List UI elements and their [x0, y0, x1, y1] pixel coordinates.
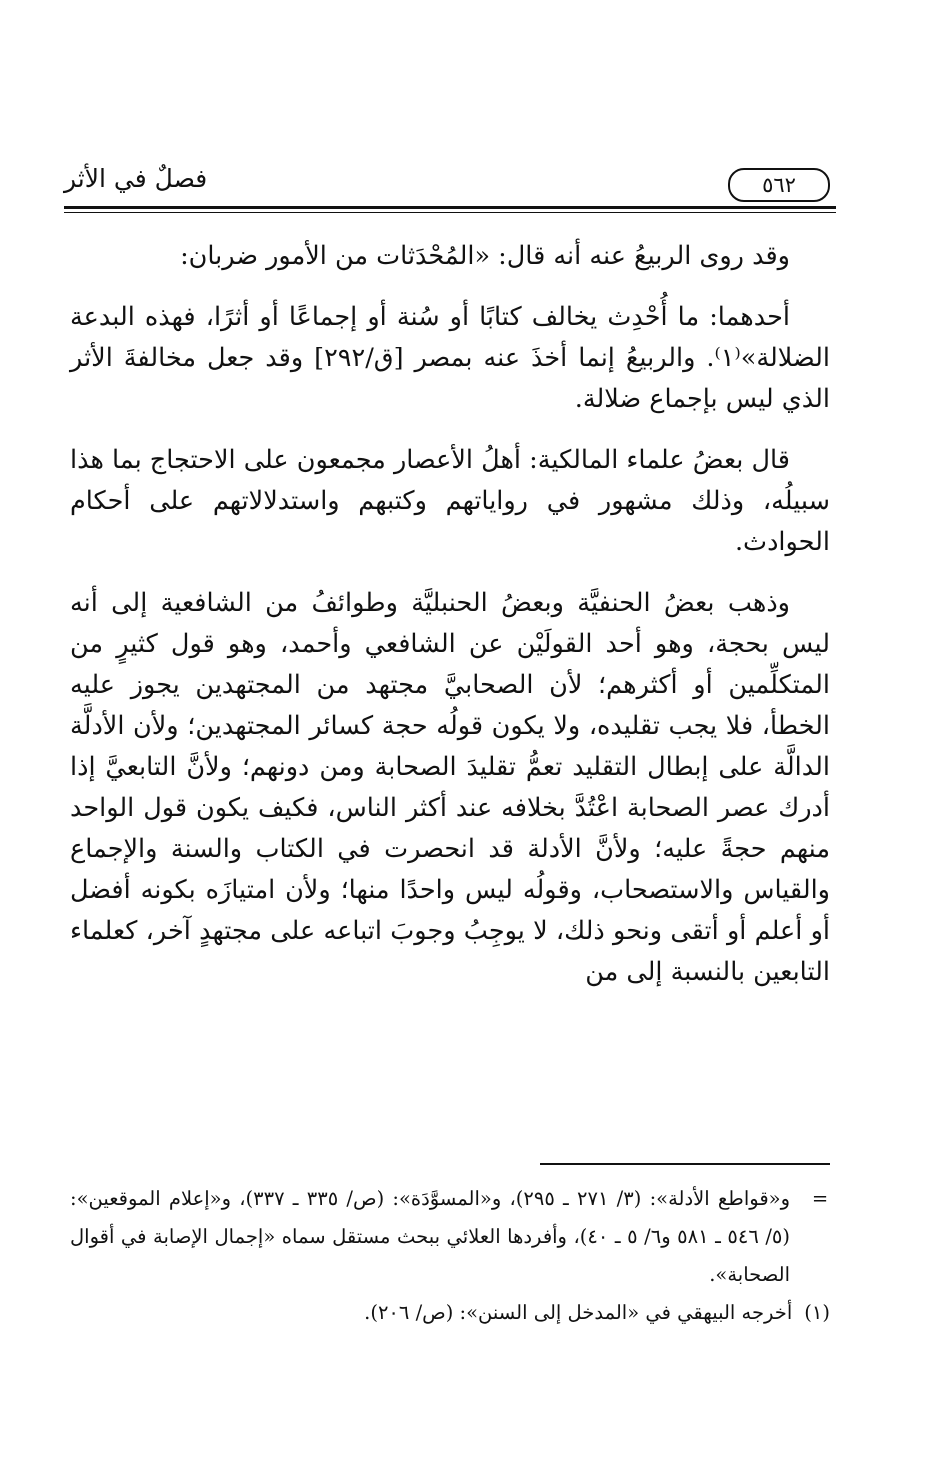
continuation-mark: = [811, 1187, 829, 1210]
footnotes [70, 1180, 830, 1332]
paragraph: قال بعضُ علماء المالكية: أهلُ الأعصار مجمعون على الاحتجاج بما هذا سبيلُه، وذلك مشهور في رواياتهم وكتبهم واستدلالاتهم على أحكام الحوادث. [70, 445, 830, 557]
page-number: ٥٦٢ [728, 168, 830, 202]
page-header [64, 162, 836, 210]
footnote-continuation [70, 1180, 830, 1294]
paragraph: أحدهما: ما أُحْدِث يخالف كتابًا أو سُنة أو إجماعًا أو أثرًا، فهذه البدعة الضلالة»⁽١⁾. والربيعُ إنما أخذَ عنه بمصر [ق/٢٩٢] وقد جعل مخالفةَ الأثر الذي ليس بإجماع ضلالة. [70, 302, 830, 414]
footnote-separator [540, 1163, 830, 1165]
footnote-text: أخرجه البيهقي في «المدخل إلى السنن»: (ص/ ٢٠٦). [364, 1301, 793, 1324]
footnote-continuation-text: و«قواطع الأدلة»: (٣/ ٢٧١ ـ ٢٩٥)، و«المسوَّدَة»: (ص/ ٣٣٥ ـ ٣٣٧)، و«إعلام الموقعين»: (٥/ ٥٤٦ ـ ٥٨١ و٦/ ٥ ـ ٤٠)، وأفردها العلائي ببحث مستقل سماه «إجمال الإصابة في أقوال الصحابة». [70, 1187, 790, 1286]
header-rule-thin [64, 212, 836, 213]
footnote-1 [70, 1294, 830, 1332]
paragraph: وقد روى الربيعُ عنه أنه قال: «المُحْدَثات من الأمور ضربان: [180, 241, 790, 271]
header-rule-thick [64, 206, 836, 209]
footnote-number: (١) [804, 1301, 830, 1324]
paragraph: وذهب بعضُ الحنفيَّة وبعضُ الحنبليَّة وطوائفُ من الشافعية إلى أنه ليس بحجة، وهو أحد القولَيْن عن الشافعي وأحمد، وهو قول كثيرٍ من المتكلِّمين أو أكثرهم؛ لأن الصحابيَّ مجتهد من المجتهدين يجوز عليه الخطأ، فلا يجب تقليده، ولا يكون قولُه حجة كسائر المجتهدين؛ ولأن الأدلَّة الدالَّة على إبطال التقليد تعمُّ تقليدَ الصحابة ومن دونهم؛ ولأنَّ التابعيَّ إذا أدرك عصر الصحابة اعْتُدَّ بخلافه عند أكثر الناس، فكيف يكون قول الواحد منهم حجةً عليه؛ ولأنَّ الأدلة قد انحصرت في الكتاب والسنة والإجماع والقياس والاستصحاب، وقولُه ليس واحدًا منها؛ ولأن امتيازَه بكونه أفضل أو أعلم أو أتقى ونحو ذلك، لا يوجِبُ وجوبَ اتباعه على مجتهدٍ آخر، كعلماء التابعين بالنسبة إلى من [70, 588, 830, 987]
running-title: فصلٌ في الأثر [64, 164, 208, 193]
main-text [70, 236, 830, 993]
